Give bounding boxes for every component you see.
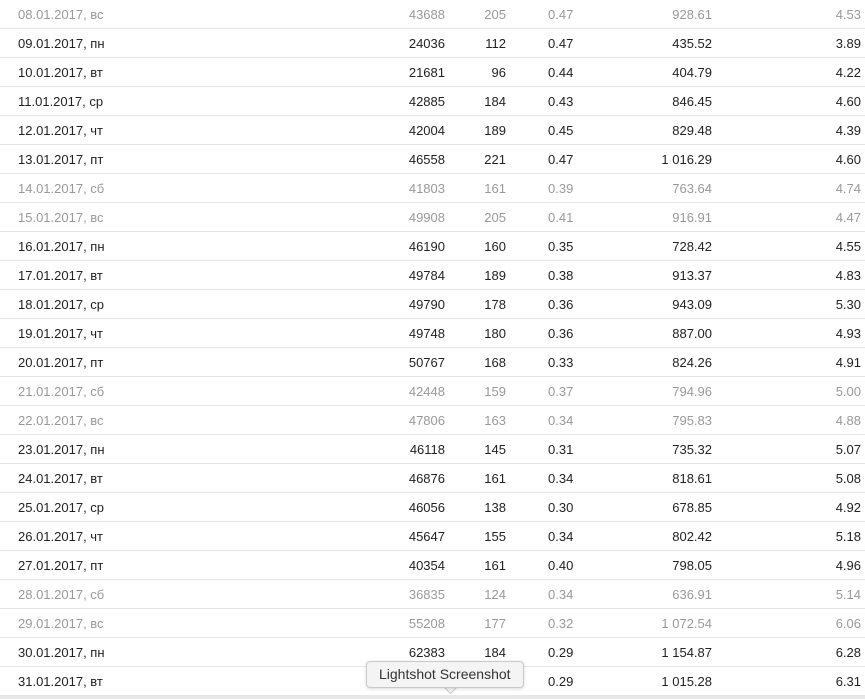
cell-ctr: 0.36	[548, 297, 574, 312]
cell-ctr: 0.36	[548, 326, 574, 341]
lightshot-tooltip: Lightshot Screenshot	[366, 661, 524, 688]
cell-date: 09.01.2017, пн	[18, 36, 105, 51]
cell-date: 11.01.2017, ср	[18, 94, 104, 109]
cell-cpc: 5.14	[835, 587, 861, 602]
table-row	[0, 145, 865, 174]
cell-ctr: 0.47	[548, 7, 574, 22]
cell-cost: 795.83	[672, 413, 712, 428]
table-row	[0, 203, 865, 232]
cell-clicks: 161	[484, 471, 506, 486]
cell-visits: 49784	[408, 268, 445, 283]
cell-date: 28.01.2017, сб	[18, 587, 105, 602]
cell-visits: 21681	[408, 65, 445, 80]
cell-visits: 62383	[408, 645, 445, 660]
cell-cpc: 5.00	[835, 384, 861, 399]
cell-clicks: 112	[485, 36, 506, 51]
cell-clicks: 168	[484, 355, 506, 370]
cell-cost: 798.05	[672, 558, 712, 573]
cell-clicks: 177	[484, 616, 506, 631]
cell-cpc: 4.83	[835, 268, 861, 283]
cell-ctr: 0.38	[548, 268, 574, 283]
cell-cost: 735.32	[672, 442, 712, 457]
cell-ctr: 0.31	[548, 442, 574, 457]
table-row	[0, 29, 865, 58]
cell-ctr: 0.47	[548, 152, 574, 167]
cell-cost: 824.26	[672, 355, 712, 370]
cell-visits: 55208	[408, 616, 445, 631]
cell-ctr: 0.29	[548, 645, 574, 660]
table-row	[0, 174, 865, 203]
cell-date: 24.01.2017, вт	[18, 471, 103, 486]
table-row	[0, 0, 865, 29]
cell-date: 25.01.2017, ср	[18, 500, 105, 515]
table-row	[0, 609, 865, 638]
cell-cpc: 6.28	[835, 645, 861, 660]
cell-clicks: 161	[484, 558, 506, 573]
cell-clicks: 178	[484, 297, 506, 312]
cell-date: 27.01.2017, пт	[18, 558, 104, 573]
cell-date: 20.01.2017, пт	[18, 355, 104, 370]
cell-cpc: 4.53	[835, 7, 861, 22]
cell-visits: 42448	[408, 384, 445, 399]
cell-visits: 50767	[408, 355, 445, 370]
cell-date: 15.01.2017, вс	[18, 210, 104, 225]
cell-clicks: 96	[491, 65, 506, 80]
cell-date: 23.01.2017, пн	[18, 442, 105, 457]
cell-cost: 818.61	[672, 471, 712, 486]
cell-cpc: 6.31	[835, 674, 861, 689]
cell-visits: 46876	[408, 471, 445, 486]
cell-cpc: 5.18	[835, 529, 861, 544]
cell-visits: 42885	[408, 94, 445, 109]
cell-clicks: 160	[484, 239, 506, 254]
cell-date: 16.01.2017, пн	[18, 239, 105, 254]
cell-visits: 49748	[408, 326, 445, 341]
cell-date: 21.01.2017, сб	[18, 384, 105, 399]
cell-cost: 1 016.29	[661, 152, 712, 167]
cell-clicks: 161	[484, 181, 506, 196]
cell-cost: 1 072.54	[661, 616, 712, 631]
cell-date: 08.01.2017, вс	[18, 7, 104, 22]
cell-clicks: 163	[484, 413, 506, 428]
cell-visits: 47806	[408, 413, 445, 428]
table-row	[0, 464, 865, 493]
cell-date: 13.01.2017, пт	[18, 152, 104, 167]
table-row	[0, 232, 865, 261]
cell-date: 22.01.2017, вс	[18, 413, 104, 428]
cell-ctr: 0.45	[548, 123, 574, 138]
cell-cpc: 4.60	[835, 152, 861, 167]
cell-cpc: 4.55	[835, 239, 861, 254]
cell-ctr: 0.34	[548, 471, 574, 486]
cell-ctr: 0.34	[548, 529, 574, 544]
cell-date: 30.01.2017, пн	[18, 645, 105, 660]
cell-clicks: 180	[484, 326, 506, 341]
cell-visits: 45647	[408, 529, 445, 544]
table-row	[0, 348, 865, 377]
cell-date: 10.01.2017, вт	[18, 65, 103, 80]
cell-visits: 46558	[408, 152, 445, 167]
cell-cost: 887.00	[672, 326, 712, 341]
cell-date: 31.01.2017, вт	[18, 674, 103, 689]
cell-cpc: 4.22	[835, 65, 861, 80]
cell-cost: 802.42	[672, 529, 712, 544]
cell-ctr: 0.47	[548, 36, 574, 51]
cell-date: 14.01.2017, сб	[18, 181, 105, 196]
cell-ctr: 0.40	[548, 558, 574, 573]
cell-ctr: 0.29	[548, 674, 574, 689]
cell-visits: 36835	[408, 587, 445, 602]
cell-visits: 42004	[408, 123, 445, 138]
cell-date: 19.01.2017, чт	[18, 326, 104, 341]
cell-cost: 829.48	[672, 123, 712, 138]
cell-visits: 41803	[408, 181, 445, 196]
table-row	[0, 522, 865, 551]
cell-clicks: 205	[484, 7, 506, 22]
cell-date: 29.01.2017, вс	[18, 616, 104, 631]
cell-clicks: 205	[484, 210, 506, 225]
cell-cpc: 4.60	[835, 94, 861, 109]
cell-clicks: 124	[484, 587, 506, 602]
table-row	[0, 406, 865, 435]
cell-clicks: 138	[484, 500, 506, 515]
cell-cpc: 4.96	[835, 558, 861, 573]
cell-clicks: 184	[484, 645, 506, 660]
cell-ctr: 0.44	[548, 65, 574, 80]
cell-cost: 435.52	[672, 36, 712, 51]
cell-cpc: 4.91	[835, 355, 861, 370]
cell-ctr: 0.37	[548, 384, 574, 399]
cell-ctr: 0.43	[548, 94, 574, 109]
cell-cpc: 4.92	[835, 500, 861, 515]
cell-visits: 49790	[408, 297, 445, 312]
cell-date: 12.01.2017, чт	[18, 123, 104, 138]
cell-cpc: 5.08	[835, 471, 861, 486]
cell-clicks: 184	[484, 94, 506, 109]
table-row	[0, 377, 865, 406]
cell-clicks: 189	[484, 268, 506, 283]
table-row	[0, 87, 865, 116]
cell-clicks: 155	[484, 529, 506, 544]
cell-clicks: 145	[484, 442, 506, 457]
table-row	[0, 58, 865, 87]
cell-date: 26.01.2017, чт	[18, 529, 104, 544]
cell-cost: 846.45	[672, 94, 712, 109]
table-row	[0, 290, 865, 319]
cell-cost: 943.09	[672, 297, 712, 312]
cell-cpc: 6.06	[835, 616, 861, 631]
table-row	[0, 261, 865, 290]
cell-cpc: 4.74	[835, 181, 861, 196]
cell-cost: 916.91	[672, 210, 712, 225]
cell-visits: 46118	[409, 442, 445, 457]
cell-cost: 1 015.28	[661, 674, 712, 689]
cell-clicks: 221	[484, 152, 506, 167]
cell-visits: 46056	[408, 500, 445, 515]
table-row	[0, 493, 865, 522]
cell-cpc: 4.93	[835, 326, 861, 341]
cell-visits: 46190	[408, 239, 445, 254]
cell-cpc: 4.88	[835, 413, 861, 428]
cell-cost: 794.96	[672, 384, 712, 399]
table-row	[0, 116, 865, 145]
cell-date: 17.01.2017, вт	[18, 268, 103, 283]
cell-clicks: 189	[484, 123, 506, 138]
cell-visits: 49908	[408, 210, 445, 225]
cell-ctr: 0.39	[548, 181, 574, 196]
cell-cost: 728.42	[672, 239, 712, 254]
cell-ctr: 0.35	[548, 239, 574, 254]
cell-cpc: 4.39	[835, 123, 861, 138]
cell-ctr: 0.32	[548, 616, 574, 631]
cell-cpc: 5.30	[835, 297, 861, 312]
cell-cost: 1 154.87	[661, 645, 712, 660]
table-row	[0, 435, 865, 464]
table-row	[0, 319, 865, 348]
cell-ctr: 0.34	[548, 587, 574, 602]
cell-cost: 678.85	[672, 500, 712, 515]
cell-cpc: 5.07	[835, 442, 861, 457]
cell-date: 18.01.2017, ср	[18, 297, 105, 312]
cell-ctr: 0.34	[548, 413, 574, 428]
cell-cpc: 3.89	[835, 36, 861, 51]
cell-visits: 24036	[408, 36, 445, 51]
cell-clicks: 159	[484, 384, 506, 399]
cell-ctr: 0.30	[548, 500, 574, 515]
cell-ctr: 0.33	[548, 355, 574, 370]
cell-cost: 763.64	[672, 181, 712, 196]
cell-cost: 928.61	[672, 7, 712, 22]
cell-cost: 913.37	[672, 268, 712, 283]
cell-cpc: 4.47	[835, 210, 861, 225]
cell-cost: 636.91	[672, 587, 712, 602]
cell-cost: 404.79	[672, 65, 712, 80]
cell-visits: 40354	[408, 558, 445, 573]
table-row	[0, 580, 865, 609]
cell-visits: 43688	[408, 7, 445, 22]
cell-ctr: 0.41	[548, 210, 574, 225]
table-row	[0, 551, 865, 580]
